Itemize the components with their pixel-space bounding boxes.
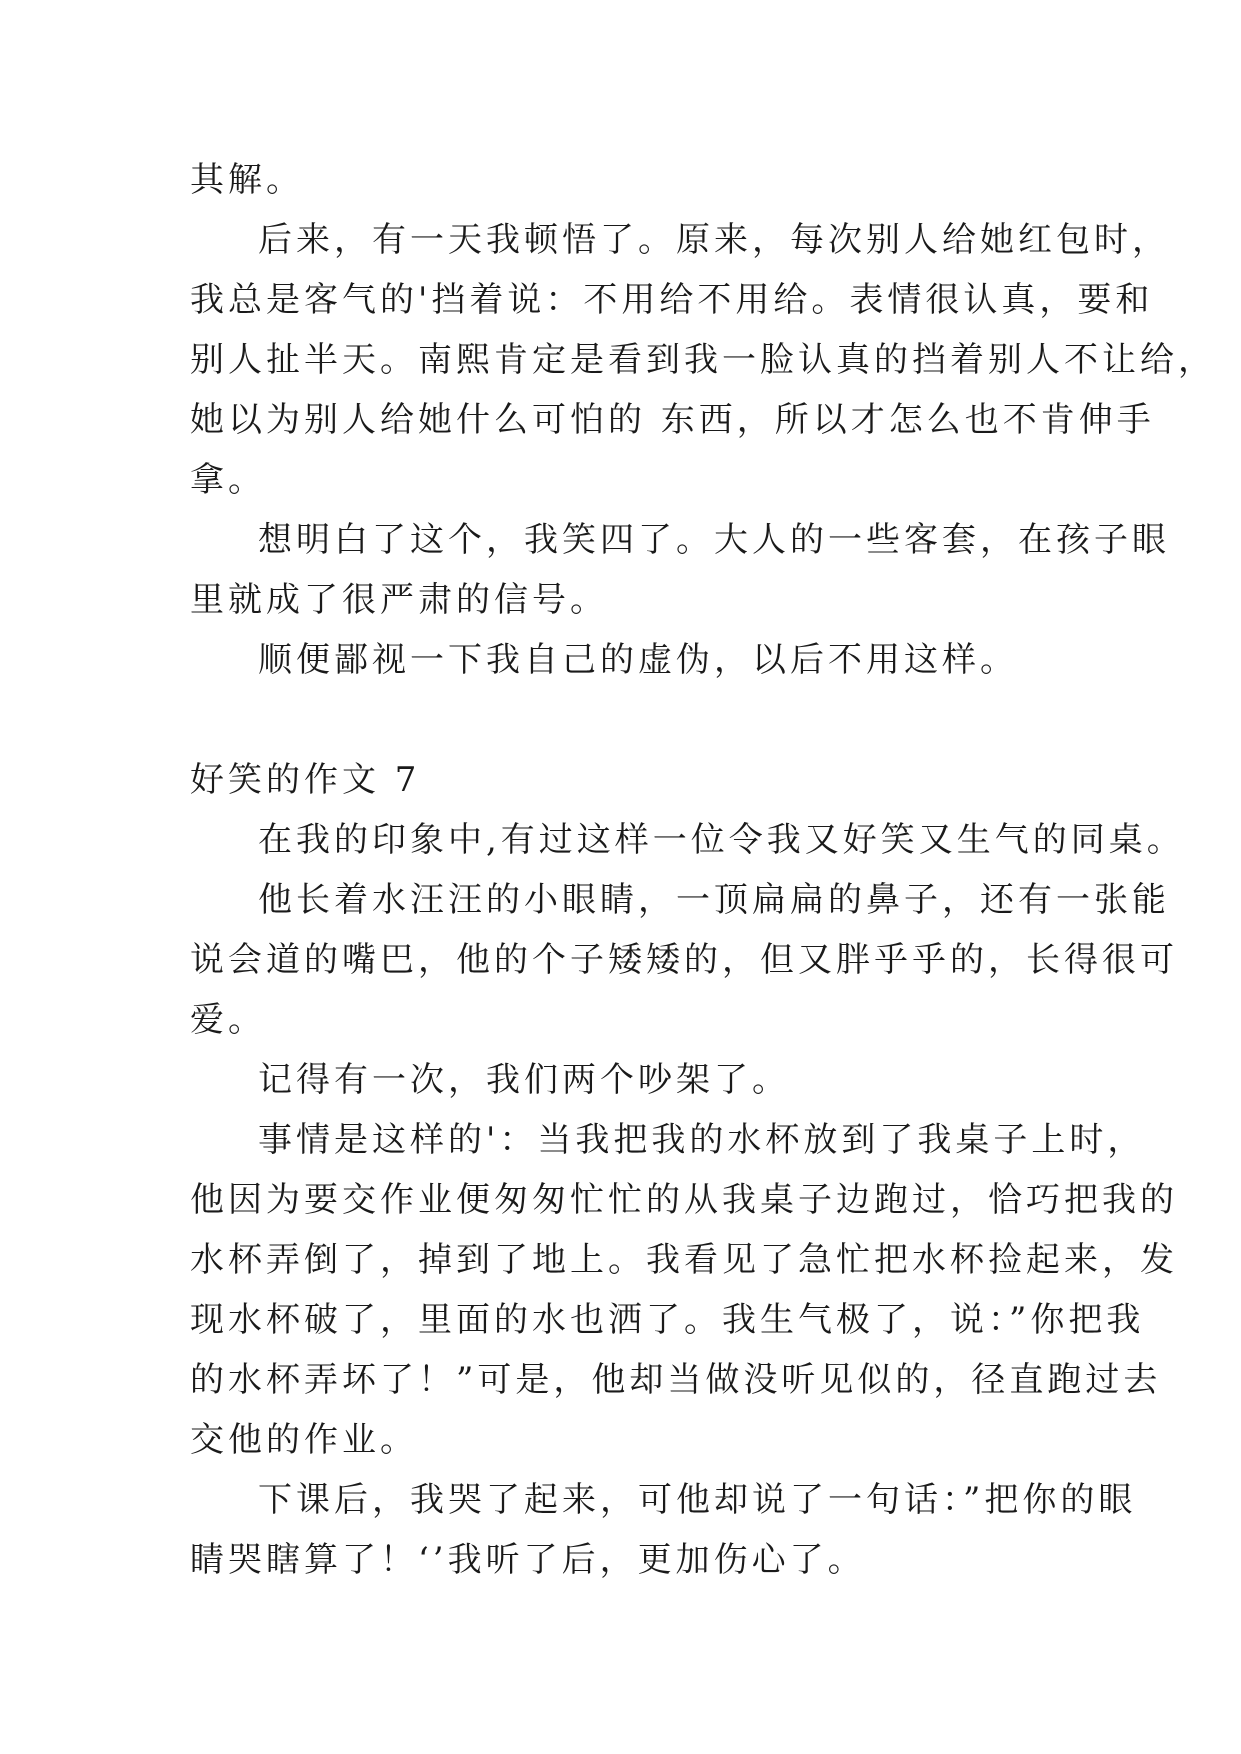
text-line: 他因为要交作业便匆匆忙忙的从我桌子边跑过，恰巧把我的 xyxy=(190,1180,1178,1220)
section-gap xyxy=(190,700,1050,760)
text-line: 说会道的嘴巴，他的个子矮矮的，但又胖乎乎的，长得很可 xyxy=(190,940,1178,980)
paragraph-start-line: 想明白了这个，我笑四了。大人的一些客套，在孩子眼 xyxy=(258,520,1170,560)
text-line: 睛哭瞎算了！‘’我听了后，更加伤心了。 xyxy=(190,1540,866,1580)
section-heading: 好笑的作文 7 xyxy=(190,760,421,800)
paragraph-start-line: 后来，有一天我顿悟了。原来，每次别人给她红包时， xyxy=(258,220,1170,260)
text-line: 别人扯半天。南熙肯定是看到我一脸认真的挡着别人不让给， xyxy=(190,340,1216,380)
text-line: 水杯弄倒了，掉到了地上。我看见了急忙把水杯捡起来，发 xyxy=(190,1240,1178,1280)
text-line: 其解。 xyxy=(190,160,304,200)
paragraph-start-line: 在我的印象中,有过这样一位令我又好笑又生气的同桌。 xyxy=(258,820,1185,860)
paragraph-start-line: 下课后，我哭了起来，可他却说了一句话：”把你的眼 xyxy=(258,1480,1137,1520)
text-line: 她以为别人给她什么可怕的 东西，所以才怎么也不肯伸手 xyxy=(190,400,1155,440)
text-line: 现水杯破了，里面的水也洒了。我生气极了，说：”你把我 xyxy=(190,1300,1145,1340)
text-line: 我总是客气的'挡着说：不用给不用给。表情很认真，要和 xyxy=(190,280,1154,320)
text-line: 交他的作业。 xyxy=(190,1420,418,1460)
text-line: 爱。 xyxy=(190,1000,266,1040)
paragraph-start-line: 顺便鄙视一下我自己的虚伪，以后不用这样。 xyxy=(258,640,1018,680)
text-line: 的水杯弄坏了！”可是，他却当做没听见似的，径直跑过去 xyxy=(190,1360,1162,1400)
paragraph-start-line: 记得有一次，我们两个吵架了。 xyxy=(258,1060,790,1100)
text-line: 里就成了很严肃的信号。 xyxy=(190,580,608,620)
paragraph-start-line: 事情是这样的'：当我把我的水杯放到了我桌子上时， xyxy=(258,1120,1146,1160)
text-line: 拿。 xyxy=(190,460,266,500)
paragraph-start-line: 他长着水汪汪的小眼睛，一顶扁扁的鼻子，还有一张能 xyxy=(258,880,1170,920)
document-page xyxy=(190,160,1216,1600)
